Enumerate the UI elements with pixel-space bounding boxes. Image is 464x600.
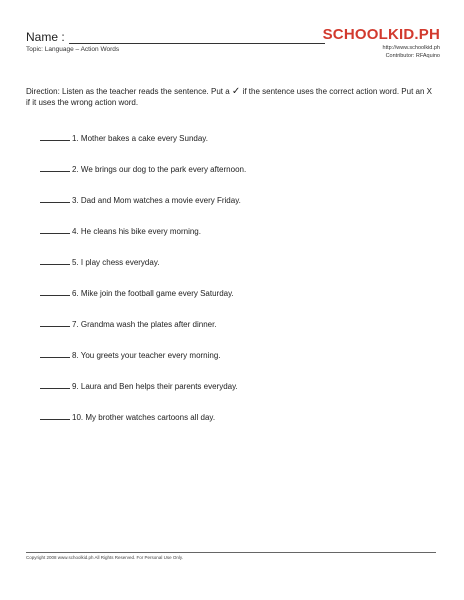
answer-blank bbox=[40, 227, 70, 234]
item-number: 2. bbox=[72, 165, 79, 174]
direction-part1: Direction: Listen as the teacher reads the sentence. Put a bbox=[26, 87, 230, 96]
answer-blank bbox=[40, 320, 70, 327]
footer-copyright: Copyright 2008 www.schoolkid.ph All Rights Reserved. For Personal Use Only. bbox=[26, 555, 183, 560]
item-number: 5. bbox=[72, 258, 79, 267]
answer-blank bbox=[40, 165, 70, 172]
answer-blank bbox=[40, 196, 70, 203]
item-text: My brother watches cartoons all day. bbox=[85, 413, 216, 422]
logo-text: SCHOOLKID.PH bbox=[322, 26, 440, 43]
item-text: You greets your teacher every morning. bbox=[80, 351, 221, 360]
check-mark-icon: ✓ bbox=[231, 86, 241, 97]
list-item bbox=[40, 413, 246, 444]
list-item bbox=[40, 320, 246, 351]
answer-blank bbox=[40, 289, 70, 296]
item-text: He cleans his bike every morning. bbox=[80, 227, 201, 236]
sentence-list bbox=[40, 134, 246, 444]
answer-blank bbox=[40, 413, 70, 420]
answer-blank bbox=[40, 258, 70, 265]
directions bbox=[26, 86, 436, 108]
item-text: Grandma wash the plates after dinner. bbox=[80, 320, 217, 329]
item-number: 3. bbox=[72, 196, 79, 205]
answer-blank bbox=[40, 134, 70, 141]
direction-part2: if the sentence uses the correct action word. Put an X if it uses the wrong action word. bbox=[26, 87, 432, 107]
footer-divider bbox=[26, 552, 436, 553]
item-number: 8. bbox=[72, 351, 79, 360]
list-item bbox=[40, 258, 246, 289]
answer-blank bbox=[40, 382, 70, 389]
list-item bbox=[40, 196, 246, 227]
list-item bbox=[40, 382, 246, 413]
list-item bbox=[40, 134, 246, 165]
list-item bbox=[40, 227, 246, 258]
item-text: Mother bakes a cake every Sunday. bbox=[80, 134, 208, 143]
item-text: Dad and Mom watches a movie every Friday. bbox=[80, 196, 241, 205]
name-label: Name : bbox=[26, 30, 65, 44]
item-text: Mike join the football game every Saturday. bbox=[80, 289, 234, 298]
name-line bbox=[69, 31, 325, 44]
answer-blank bbox=[40, 351, 70, 358]
schoolkid-logo bbox=[323, 26, 440, 59]
list-item bbox=[40, 351, 246, 382]
logo-url: http://www.schoolkid.ph bbox=[382, 45, 440, 51]
item-number: 9. bbox=[72, 382, 79, 391]
item-text: I play chess everyday. bbox=[80, 258, 160, 267]
list-item bbox=[40, 165, 246, 196]
topic-text: Topic: Language – Action Words bbox=[26, 46, 120, 53]
item-number: 7. bbox=[72, 320, 79, 329]
list-item bbox=[40, 289, 246, 320]
item-text: Laura and Ben helps their parents everyday. bbox=[80, 382, 238, 391]
item-text: We brings our dog to the park every afternoon. bbox=[80, 165, 247, 174]
item-number: 1. bbox=[72, 134, 79, 143]
contributor-text: Contributor: RFAquino bbox=[385, 53, 440, 59]
item-number: 10. bbox=[72, 413, 84, 422]
item-number: 4. bbox=[72, 227, 79, 236]
item-number: 6. bbox=[72, 289, 79, 298]
